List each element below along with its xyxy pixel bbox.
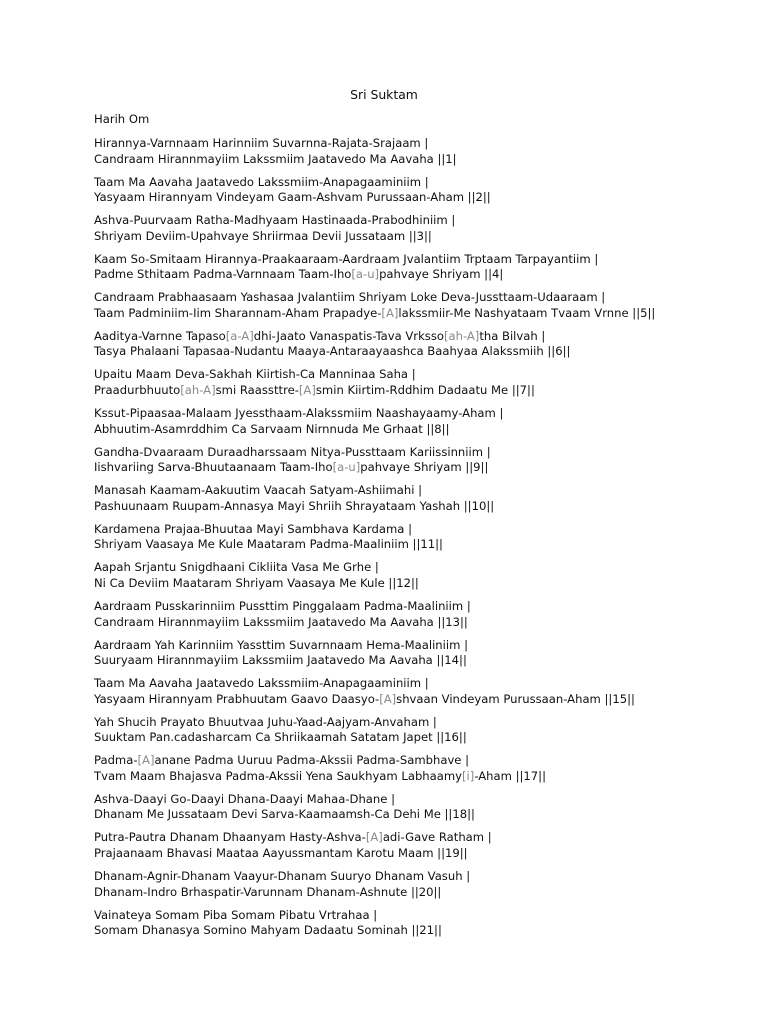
document-body <box>94 111 754 946</box>
verse-line: Prajaanaam Bhavasi Maataa Aayussmantam Karotu Maam ||19|| <box>94 846 468 860</box>
verse-18 <box>94 792 754 823</box>
verse-line: Shriyam Deviim-Upahvaye Shriirmaa Devii Jussataam ||3|| <box>94 228 432 243</box>
verse-line: Praadurbhuuto[ah-A]smi Raassttre-[A]smin Kiirtim-Rddhim Dadaatu Me ||7|| <box>94 383 535 398</box>
bracket-notation: [i] <box>462 768 475 783</box>
verse-21 <box>94 908 754 939</box>
bracket-notation: [A] <box>381 305 399 320</box>
verse-line: Kssut-Pipaasaa-Malaam Jyessthaam-Alakssmiim Naashayaamy-Aham | <box>94 406 504 421</box>
verse-line: Padma-[A]anane Padma Uuruu Padma-Akssii Padma-Sambhave | <box>94 753 470 768</box>
verse-line: Dhanam-Indro Brhaspatir-Varunnam Dhanam-Ashnute ||20|| <box>94 884 442 899</box>
verse-line: Tvam Maam Bhajasva Padma-Akssii Yena Saukhyam Labhaamy[i]-Aham ||17|| <box>94 768 546 783</box>
verse-line: Putra-Pautra Dhanam Dhaanyam Hasty-Ashva-[A]adi-Gave Ratham | <box>94 830 492 845</box>
invocation: Harih Om <box>94 112 150 126</box>
verse-19 <box>94 830 754 861</box>
verse-line: Dhanam Me Jussataam Devi Sarva-Kaamaamsh-Ca Dehi Me ||18|| <box>94 807 475 822</box>
verse-line: Vainateya Somam Piba Somam Pibatu Vrtrahaa | <box>94 907 378 922</box>
verse-12 <box>94 560 754 591</box>
verse-10 <box>94 483 754 514</box>
verse-15 <box>94 676 754 707</box>
bracket-notation: [A] <box>298 383 316 398</box>
verse-line: Suuryaam Hirannmayiim Lakssmiim Jaatavedo Ma Aavaha ||14|| <box>94 653 467 668</box>
bracket-notation: [ah-A] <box>180 383 216 398</box>
verse-16 <box>94 715 754 746</box>
verse-line: Yah Shucih Prayato Bhuutvaa Juhu-Yaad-Aajyam-Anvaham | <box>94 714 437 729</box>
bracket-notation: [A] <box>137 753 155 768</box>
verse-line: Taam Ma Aavaha Jaatavedo Lakssmiim-Anapagaaminiim | <box>94 676 429 691</box>
page-title: Sri Suktam <box>350 87 418 102</box>
verse-8 <box>94 406 754 437</box>
verse-3 <box>94 213 754 244</box>
verse-line: Padme Sthitaam Padma-Varnnaam Taam-Iho[a-u]pahvaye Shriyam ||4| <box>94 267 504 282</box>
verse-20 <box>94 869 754 900</box>
verse-2 <box>94 175 754 206</box>
verse-line: Ni Ca Deviim Maataram Shriyam Vaasaya Me Kule ||12|| <box>94 575 419 590</box>
verse-line: Kardamena Prajaa-Bhuutaa Mayi Sambhava Kardama | <box>94 521 413 536</box>
verse-11 <box>94 522 754 553</box>
verse-1 <box>94 136 754 167</box>
verse-line: Aaditya-Varnne Tapaso[a-A]dhi-Jaato Vanaspatis-Tava Vrksso[ah-A]tha Bilvah | <box>94 328 546 343</box>
verse-line: Yasyaam Hirannyam Vindeyam Gaam-Ashvam Purussaan-Aham ||2|| <box>94 190 491 205</box>
verse-9 <box>94 445 754 476</box>
verse-line: Suuktam Pan.cadasharcam Ca Shriikaamah Satatam Japet ||16|| <box>94 730 467 745</box>
verse-14 <box>94 638 754 669</box>
verse-5 <box>94 290 754 321</box>
verse-line: Tasya Phalaani Tapasaa-Nudantu Maaya-Antaraayaashca Baahyaa Alakssmiih ||6|| <box>94 344 571 359</box>
bracket-notation: [ah-A] <box>443 328 480 343</box>
verse-line: Somam Dhanasya Somino Mahyam Dadaatu Sominah ||21|| <box>94 923 442 938</box>
verse-line: Candraam Prabhaasaam Yashasaa Jvalantiim Shriyam Loke Deva-Jussttaam-Udaaraam | <box>94 290 606 305</box>
verse-line: Pashuunaam Ruupam-Annasya Mayi Shriih Shrayataam Yashah ||10|| <box>94 498 495 513</box>
verse-line: Manasah Kaamam-Aakuutim Vaacah Satyam-Ashiimahi | <box>94 483 423 498</box>
bracket-notation: [a-A] <box>225 328 254 343</box>
verse-6 <box>94 329 754 360</box>
verse-line: Abhuutim-Asamrddhim Ca Sarvaam Nirnnuda Me Grhaat ||8|| <box>94 421 450 436</box>
bracket-notation: [a-u] <box>332 460 361 475</box>
verse-line: Ashva-Daayi Go-Daayi Dhana-Daayi Mahaa-Dhane | <box>94 791 395 806</box>
verse-line: Ashva-Puurvaam Ratha-Madhyaam Hastinaada-Prabodhiniim | <box>94 213 456 228</box>
bracket-notation: [A] <box>379 691 397 706</box>
verse-line: Upaitu Maam Deva-Sakhah Kiirtish-Ca Manninaa Saha | <box>94 367 416 382</box>
verse-line: Aardraam Pusskarinniim Pussttim Pinggalaam Padma-Maaliniim | <box>94 598 471 613</box>
verse-line: Shriyam Vaasaya Me Kule Maataram Padma-Maaliniim ||11|| <box>94 537 443 552</box>
verse-13 <box>94 599 754 630</box>
verse-line: Iishvariing Sarva-Bhuutaanaam Taam-Iho[a-u]pahvaye Shriyam ||9|| <box>94 460 489 475</box>
bracket-notation: [A] <box>365 830 383 845</box>
verse-line: Aardraam Yah Karinniim Yassttim Suvarnnaam Hema-Maaliniim | <box>94 637 468 652</box>
verse-line: Taam Padminiim-Iim Sharannam-Aham Prapadye-[A]lakssmiir-Me Nashyataam Tvaam Vrnne ||5|| <box>94 305 656 320</box>
verse-line: Taam Ma Aavaha Jaatavedo Lakssmiim-Anapagaaminiim | <box>94 174 429 189</box>
verse-line: Candraam Hirannmayiim Lakssmiim Jaatavedo Ma Aavaha ||1| <box>94 151 457 166</box>
verse-line: Hirannya-Varnnaam Harinniim Suvarnna-Rajata-Srajaam | <box>94 136 429 150</box>
verse-line: Dhanam-Agnir-Dhanam Vaayur-Dhanam Suuryo Dhanam Vasuh | <box>94 868 471 883</box>
verse-line: Aapah Srjantu Snigdhaani Cikliita Vasa Me Grhe | <box>94 560 379 575</box>
bracket-notation: [a-u] <box>351 267 380 282</box>
verse-4 <box>94 252 754 283</box>
verse-7 <box>94 367 754 398</box>
verse-17 <box>94 753 754 784</box>
verse-line: Candraam Hirannmayiim Lakssmiim Jaatavedo Ma Aavaha ||13|| <box>94 614 468 629</box>
verse-line: Yasyaam Hirannyam Prabhuutam Gaavo Daasyo-[A]shvaan Vindeyam Purussaan-Aham ||15|| <box>94 691 635 706</box>
verse-line: Kaam So-Smitaam Hirannya-Praakaaraam-Aardraam Jvalantiim Trptaam Tarpayantiim | <box>94 251 599 266</box>
verse-line: Gandha-Dvaaraam Duraadharssaam Nitya-Pussttaam Kariissinniim | <box>94 444 491 459</box>
